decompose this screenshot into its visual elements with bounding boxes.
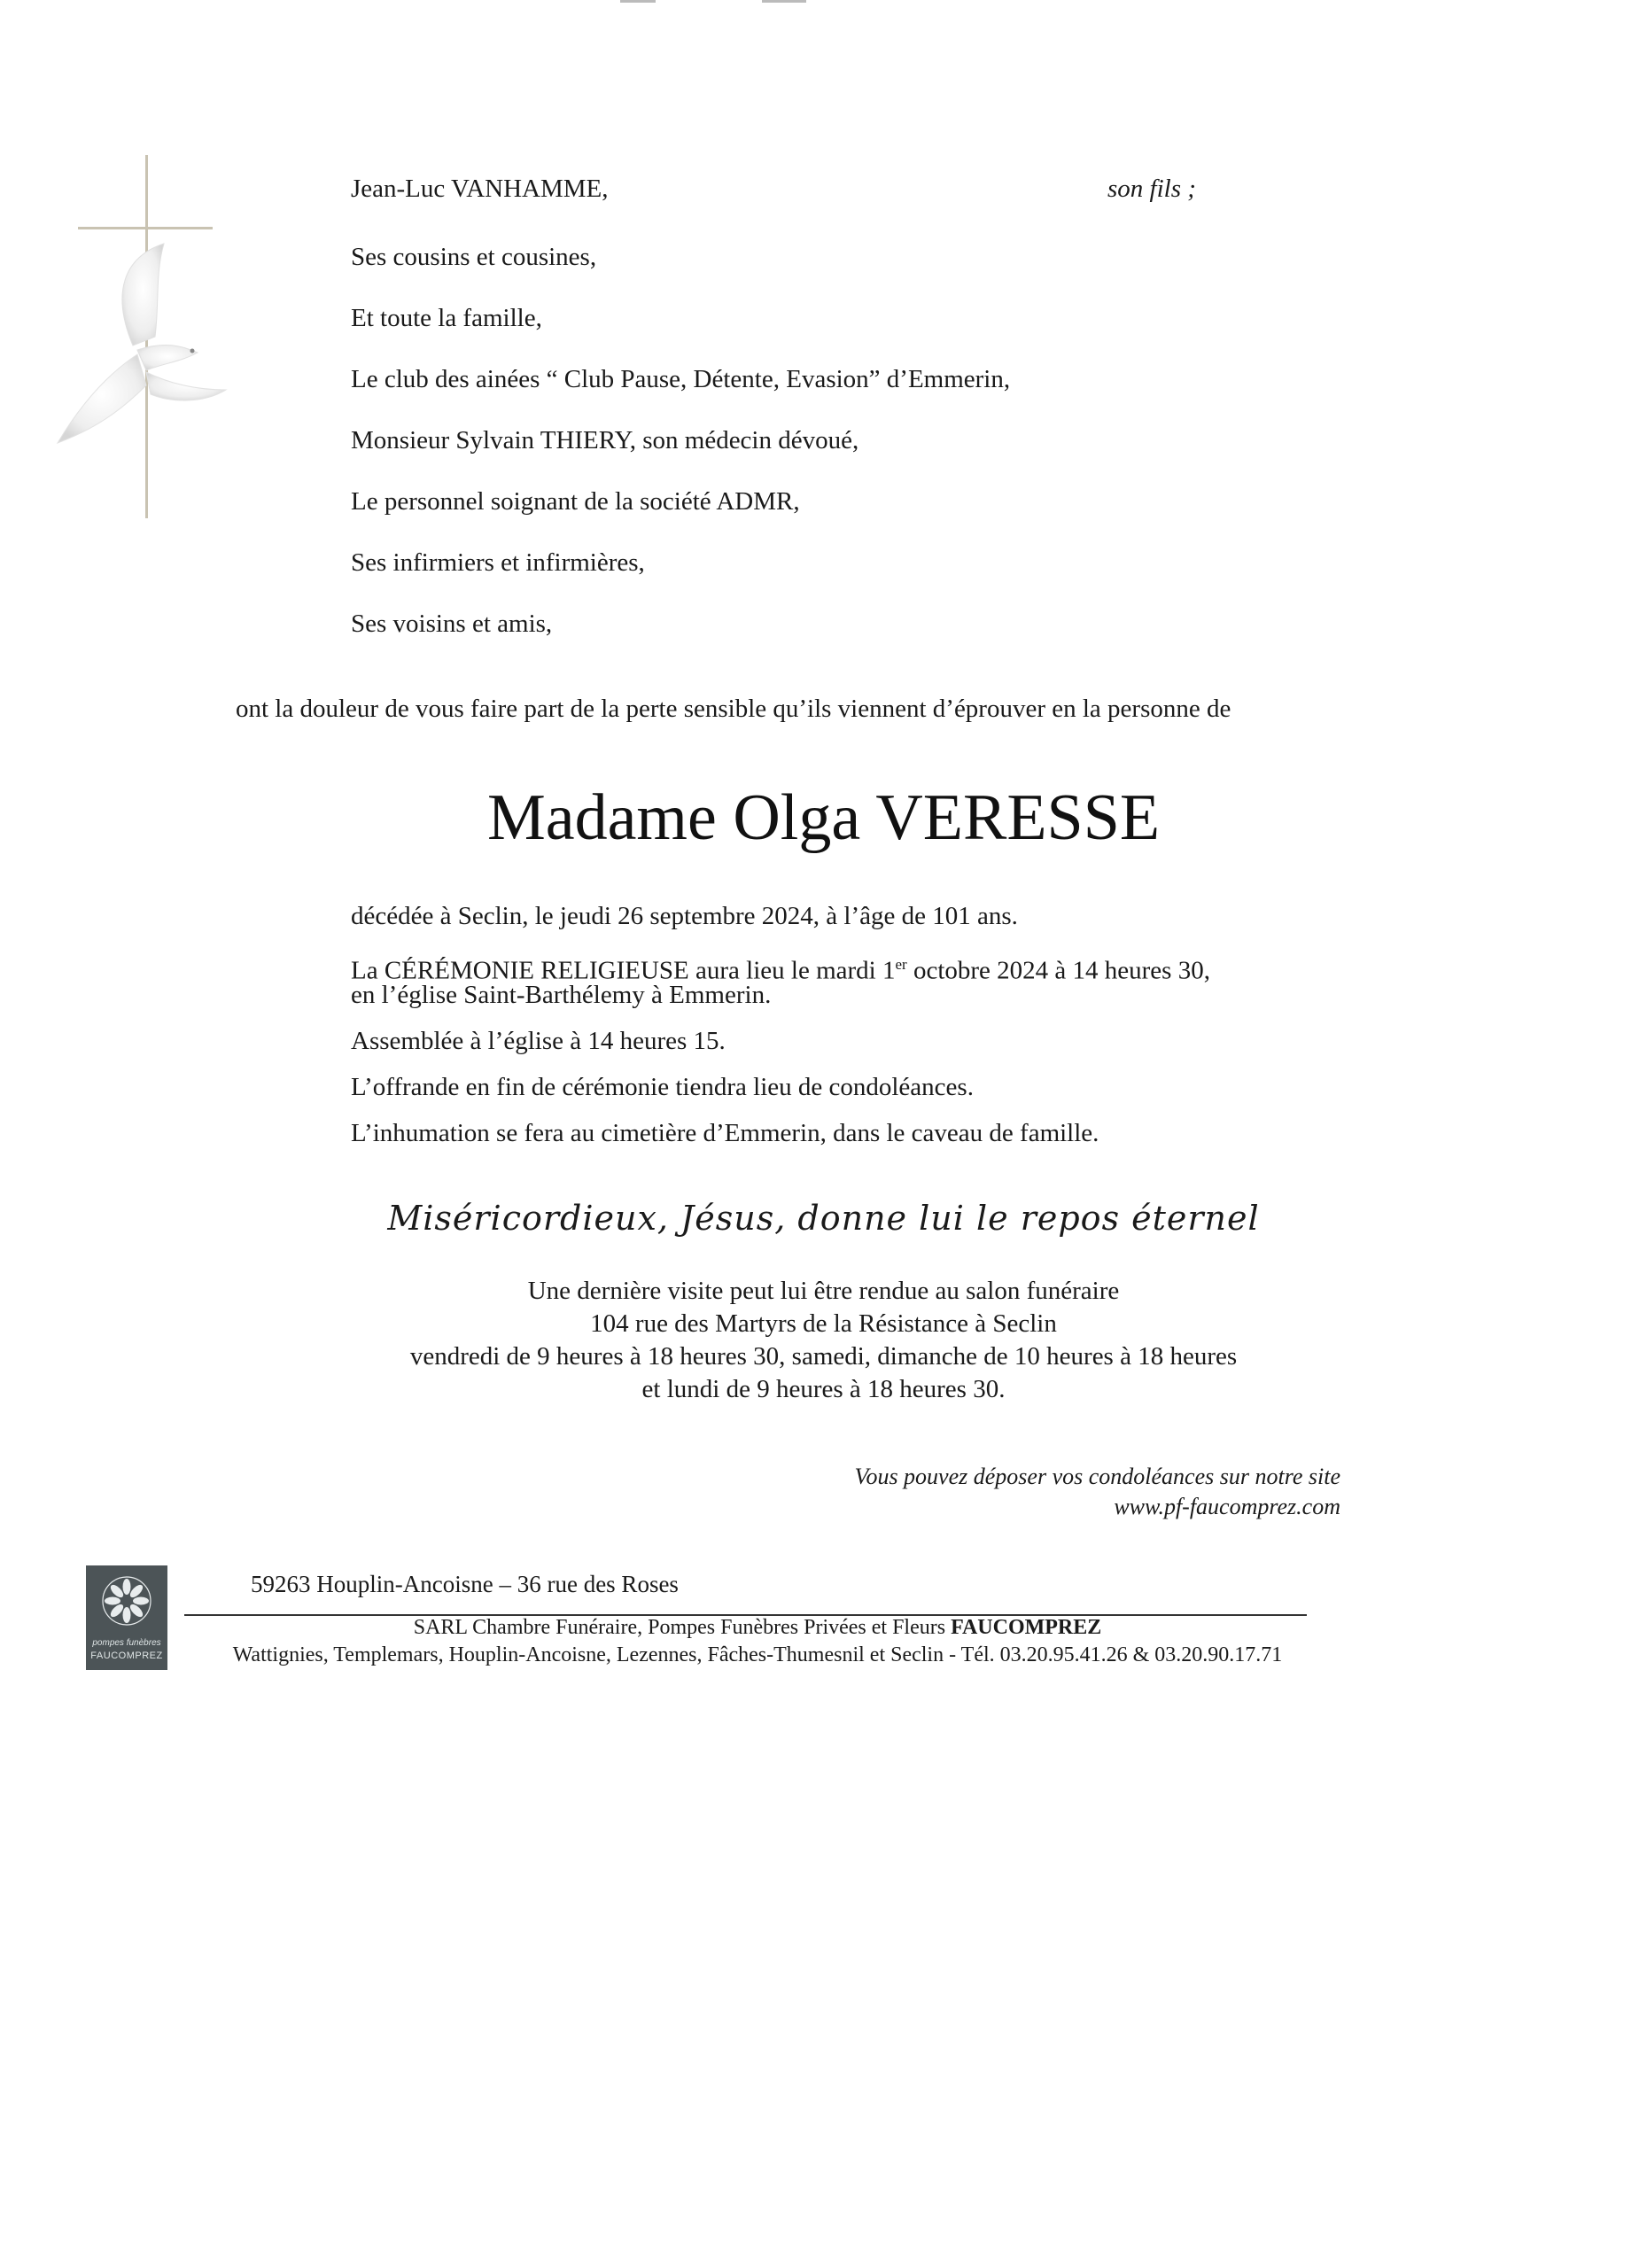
death-details: décédée à Seclin, le jeudi 26 septembre 2024, à l’âge de 101 ans. <box>351 902 1018 930</box>
offering-details: L’offrande en fin de cérémonie tiendra lieu de condoléances. <box>351 1073 974 1101</box>
condolences-text: Vous pouvez déposer vos condoléances sur notre site <box>854 1464 1340 1489</box>
deceased-name: Madame Olga VERESSE <box>486 781 1161 854</box>
scan-mark <box>762 0 806 3</box>
dove-icon <box>49 239 235 461</box>
ceremony-place: en l’église Saint-Barthélemy à Emmerin. <box>351 981 772 1009</box>
scan-mark <box>620 0 656 3</box>
closing-prayer: Miséricordieux, Jésus, donne lui le repos éternel <box>387 1199 1260 1238</box>
footer-locations: Wattignies, Templemars, Houplin-Ancoisne, Lezennes, Fâches-Thumesnil et Seclin - Tél. 03.20.95.41.26 & 03.20.90.17.71 <box>232 1643 1283 1666</box>
visit-hours: vendredi de 9 heures à 18 heures 30, samedi, dimanche de 10 heures à 18 heures <box>409 1342 1238 1371</box>
family-line: Ses cousins et cousines, <box>351 243 597 271</box>
footer-address: 59263 Houplin-Ancoisne – 36 rue des Roses <box>251 1571 679 1597</box>
ceremony-ordinal: er <box>895 956 907 973</box>
family-line: Et toute la famille, <box>351 304 542 332</box>
logo-text-small: pompes funèbres <box>92 1638 161 1648</box>
ceremony-text-end: octobre 2024 à 14 heures 30, <box>906 956 1210 985</box>
visit-line: Une dernière visite peut lui être rendue au salon funéraire <box>527 1277 1120 1305</box>
assembly-details: Assemblée à l’église à 14 heures 15. <box>351 1027 726 1055</box>
footer-company-brand: FAUCOMPREZ <box>951 1616 1102 1639</box>
burial-details: L’inhumation se fera au cimetière d’Emmerin, dans le caveau de famille. <box>351 1119 1099 1147</box>
family-line: Le club des ainées “ Club Pause, Détente, Evasion” d’Emmerin, <box>351 365 1011 393</box>
announcement-text: ont la douleur de vous faire part de la perte sensible qu’ils viennent d’éprouver en la personne de <box>236 695 1231 723</box>
family-line: Le personnel soignant de la société ADMR, <box>351 487 800 516</box>
family-line: Ses voisins et amis, <box>351 610 553 638</box>
ceremony-text: La CÉRÉMONIE RELIGIEUSE aura lieu le mardi 1 <box>351 956 896 985</box>
visit-address: 104 rue des Martyrs de la Résistance à Seclin <box>590 1309 1057 1338</box>
footer-company-text: SARL Chambre Funéraire, Pompes Funèbres Privées et Fleurs <box>413 1616 952 1639</box>
visit-hours-monday: et lundi de 9 heures à 18 heures 30. <box>641 1375 1006 1403</box>
cross-icon-horizontal <box>78 227 213 229</box>
family-member-relation: son fils ; <box>1107 175 1196 203</box>
family-member-name: Jean-Luc VANHAMME, <box>351 175 609 203</box>
family-line: Monsieur Sylvain THIERY, son médecin dévoué, <box>351 426 859 454</box>
logo-text-brand: FAUCOMPREZ <box>90 1651 163 1661</box>
family-line: Ses infirmiers et infirmières, <box>351 548 645 577</box>
footer-company <box>0 1615 1515 1640</box>
condolences-website-link[interactable]: www.pf-faucomprez.com <box>1114 1494 1340 1519</box>
